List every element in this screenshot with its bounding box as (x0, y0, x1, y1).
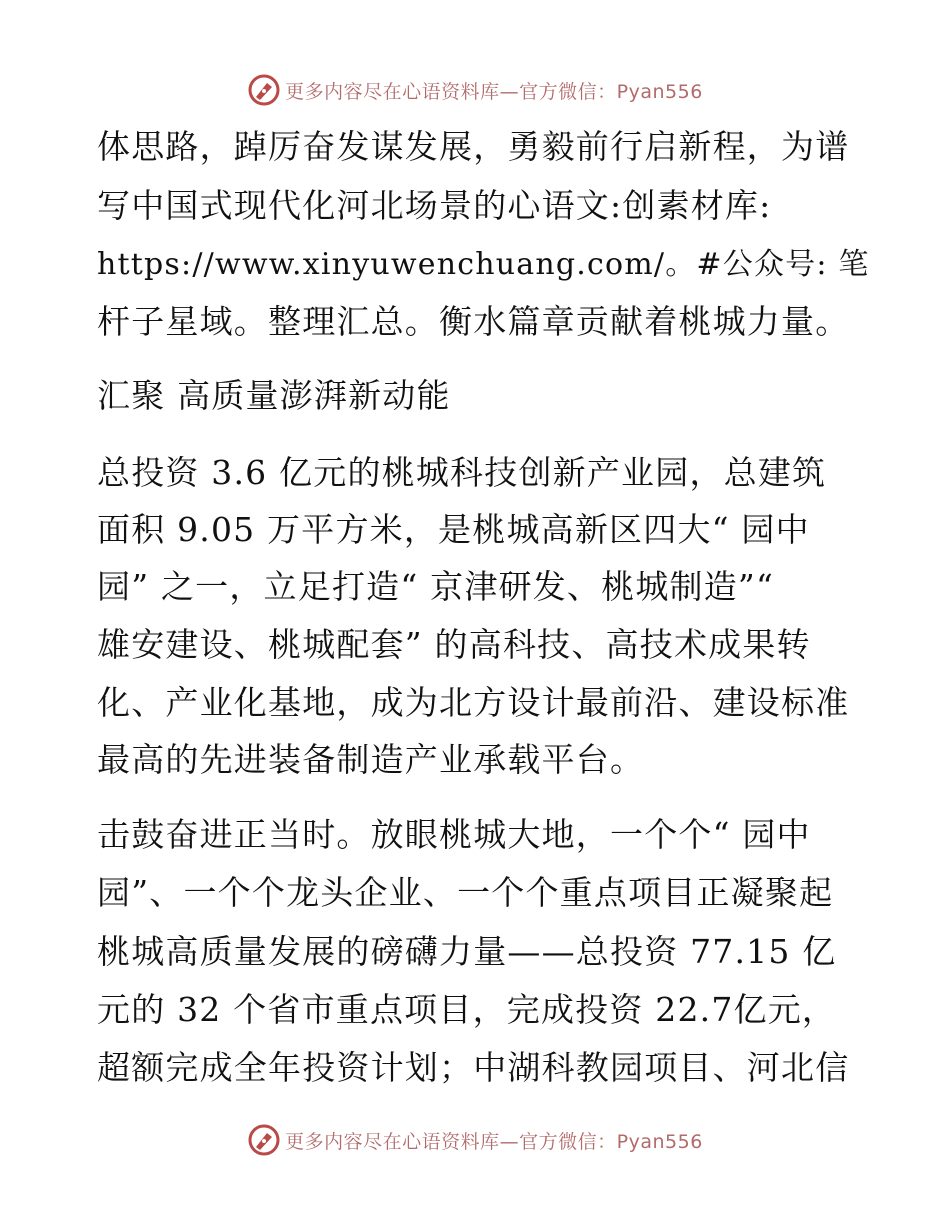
body-line: 超额完成全年投资计划；中湖科教园项目、河北信 (97, 1048, 850, 1087)
body-line: 总投资 3.6 亿元的桃城科技创新产业园，总建筑 (97, 453, 827, 492)
body-line: 体思路，踔厉奋发谋发展，勇毅前行启新程，为谱 (97, 127, 850, 166)
pen-nib-circle-icon (247, 73, 281, 107)
body-line: 化、产业化基地，成为北方设计最前沿、建设标准 (97, 683, 850, 722)
body-line: 写中国式现代化河北场景的心语文:创素材库: (97, 186, 772, 225)
footer-watermark-banner (0, 1120, 950, 1160)
body-line: https://www.xinyuwenchuang.com/。#公众号: 笔 (97, 247, 870, 282)
section-heading: 汇聚 高质量澎湃新动能 (97, 376, 451, 415)
pen-nib-circle-icon (247, 1123, 281, 1157)
body-line: 园” 之一，立足打造“ 京津研发、桃城制造”“ (97, 567, 775, 606)
body-line: 雄安建设、桃城配套” 的高科技、高技术成果转 (97, 625, 811, 664)
body-line: 击鼓奋进正当时。放眼桃城大地，一个个“ 园中 (97, 815, 811, 854)
body-line: 园”、一个个龙头企业、一个个重点项目正凝聚起 (97, 873, 834, 912)
body-line: 元的 32 个省市重点项目，完成投资 22.7亿元， (97, 990, 837, 1029)
body-line: 桃城高质量发展的磅礴力量——总投资 77.15 亿 (97, 932, 837, 971)
body-line: 最高的先进装备制造产业承载平台。 (97, 740, 645, 779)
header-watermark-text: 更多内容尽在心语资料库—官方微信：Pyan556 (285, 80, 703, 103)
body-line: 面积 9.05 万平方米，是桃城高新区四大“ 园中 (97, 510, 810, 549)
body-line: 杆子星域。整理汇总。衡水篇章贡献着桃城力量。 (97, 302, 850, 341)
footer-watermark-text: 更多内容尽在心语资料库—官方微信：Pyan556 (285, 1130, 703, 1153)
header-watermark-banner (0, 70, 950, 110)
